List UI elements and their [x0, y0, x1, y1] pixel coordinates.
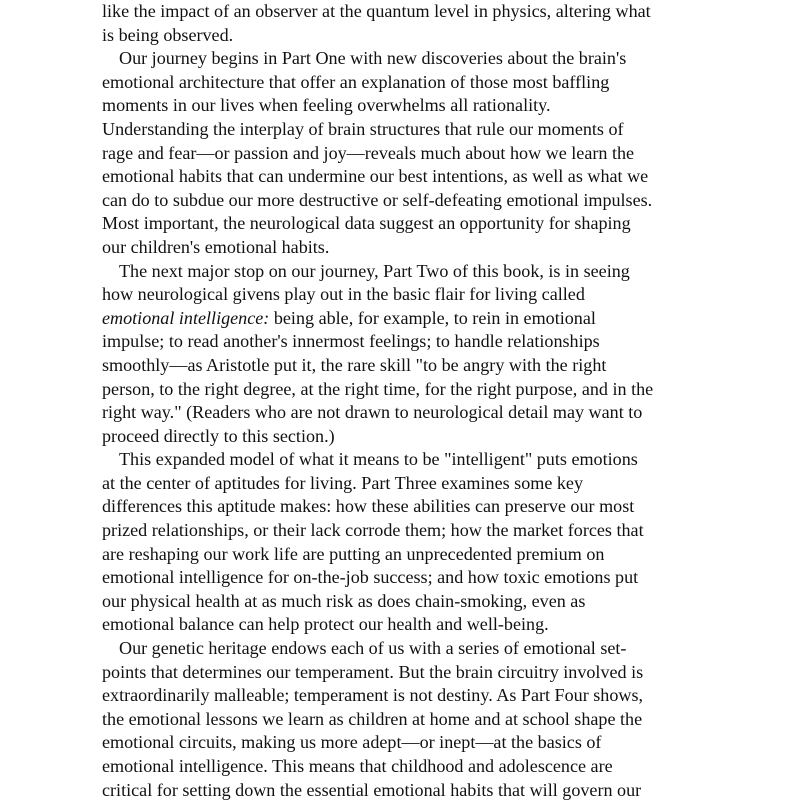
- text-line: Our genetic heritage endows each of us with a series of emotional set-: [119, 638, 627, 659]
- text-line: our physical health at as much risk as does chain-smoking, even as: [102, 590, 586, 611]
- text-line: prized relationships, or their lack corrode them; how the market forces that: [102, 520, 644, 541]
- paragraph-5: [102, 637, 702, 800]
- paragraph-3: [102, 260, 702, 449]
- text-line: emotional architecture that offer an explanation of those most baffling: [102, 71, 610, 92]
- text-line: Understanding the interplay of brain structures that rule our moments of: [102, 118, 624, 139]
- text-line: emotional habits that can undermine our best intentions, as well as what we: [102, 166, 649, 187]
- text-line: critical for setting down the essential emotional habits that will govern our: [102, 779, 642, 800]
- paragraph-4: [102, 448, 702, 637]
- paragraph-1: [102, 0, 702, 47]
- text-line: rage and fear—or passion and joy—reveals much about how we learn the: [102, 142, 635, 163]
- text-line: This expanded model of what it means to be "intelligent" puts emotions: [119, 449, 638, 470]
- text-line: our children's emotional habits.: [102, 236, 330, 257]
- text-line: emotional circuits, making us more adept—or inept—at the basics of: [102, 732, 602, 753]
- paragraph-2: [102, 47, 702, 259]
- text-line: how neurological givens play out in the basic flair for living called: [102, 284, 585, 305]
- text-line: differences this aptitude makes: how these abilities can preserve our most: [102, 496, 635, 517]
- text-line: emotional balance can help protect our health and well-being.: [102, 614, 549, 635]
- text-line: moments in our lives when feeling overwhelms all rationality.: [102, 95, 551, 116]
- text-line: extraordinarily malleable; temperament is not destiny. As Part Four shows,: [102, 685, 644, 706]
- text-line: person, to the right degree, at the right time, for the right purpose, and in the: [102, 378, 654, 399]
- text-fragment: being able, for example, to rein in emotional: [269, 307, 596, 328]
- text-line: Most important, the neurological data suggest an opportunity for shaping: [102, 213, 631, 234]
- text-line: emotional intelligence. This means that childhood and adolescence are: [102, 756, 613, 776]
- body-text: [102, 0, 702, 800]
- text-line: are reshaping our work life are putting an unprecedented premium on: [102, 543, 605, 564]
- text-line: right way." (Readers who are not drawn to neurological detail may want to: [102, 402, 643, 423]
- text-line: Our journey begins in Part One with new discoveries about the brain's: [119, 48, 627, 69]
- text-line: impulse; to read another's innermost feelings; to handle relationships: [102, 331, 600, 352]
- text-line: The next major stop on our journey, Part Two of this book, is in seeing: [119, 260, 630, 281]
- text-line: proceed directly to this section.): [102, 425, 335, 446]
- text-line: like the impact of an observer at the quantum level in physics, altering what: [102, 1, 651, 21]
- text-line: at the center of aptitudes for living. Part Three examines some key: [102, 472, 584, 493]
- text-line-mixed: [102, 307, 702, 331]
- italic-term: emotional intelligence:: [102, 307, 270, 328]
- text-line: points that determines our temperament. But the brain circuitry involved is: [102, 661, 644, 682]
- text-line: emotional intelligence for on-the-job success; and how toxic emotions put: [102, 567, 639, 588]
- text-line: is being observed.: [102, 24, 234, 45]
- text-line: the emotional lessons we learn as children at home and at school shape the: [102, 708, 643, 729]
- text-line: smoothly—as Aristotle put it, the rare skill "to be angry with the right: [102, 354, 607, 375]
- text-line: can do to subdue our more destructive or self-defeating emotional impulses.: [102, 189, 653, 210]
